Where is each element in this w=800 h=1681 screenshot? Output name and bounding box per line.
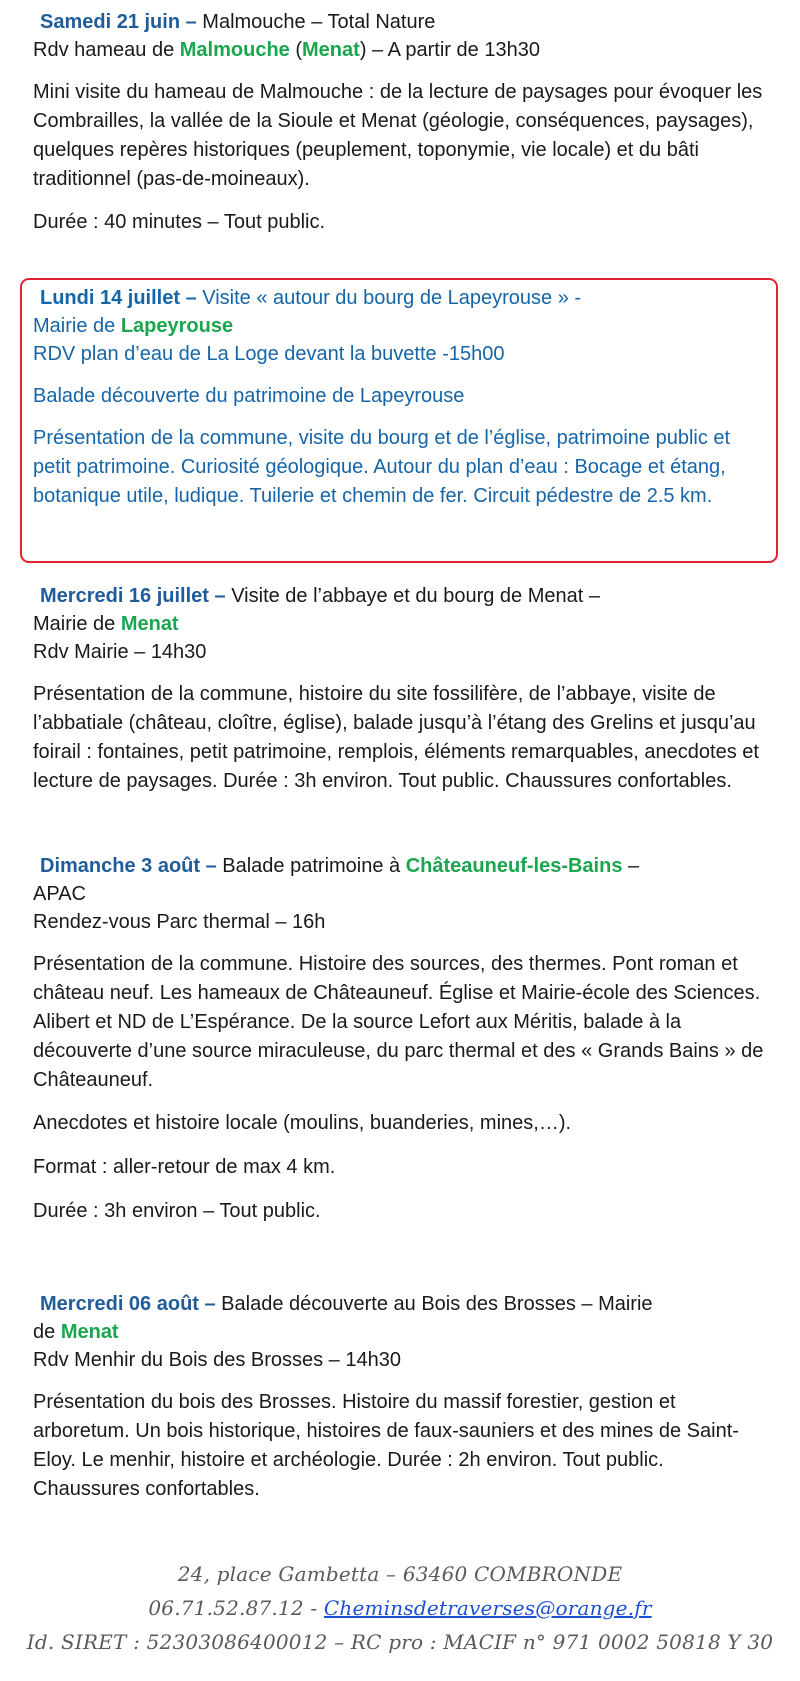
event-subtitle: Balade patrimoine à <box>216 855 406 877</box>
event-date: Lundi 14 juillet – <box>40 287 197 309</box>
event-subtitle: Visite de l’abbaye et du bourg de Menat – <box>225 585 600 607</box>
event-description: Présentation de la commune, visite du bourg et de l’église, patrimoine public et petit patrimoine. Curiosité géologique. Autour du plan d’eau : Bocage et étang, botanique utile, ludique. Tuilerie et chemin de fer. Circuit pédestre de 2.5 km. <box>33 427 731 507</box>
event-rdv: Rendez-vous Parc thermal – 16h <box>33 911 326 933</box>
organizer-prefix: Mairie de <box>33 613 121 635</box>
event-duration: Durée : 40 minutes – Tout public. <box>33 211 326 233</box>
event-date: Mercredi 16 juillet – <box>40 585 226 607</box>
rdv-suffix: ) – A partir de 13h30 <box>359 39 540 61</box>
footer-phone: 06.71.52.87.12 - <box>148 1596 324 1620</box>
rdv-paren: ( <box>289 39 303 61</box>
event-format: Format : aller-retour de max 4 km. <box>33 1156 336 1178</box>
event-rdv: RDV plan d’eau de La Loge devant la buvette -15h00 <box>33 343 505 365</box>
event-anecdotes: Anecdotes et histoire locale (moulins, buanderies, mines,…). <box>33 1112 572 1134</box>
event-dimanche-3-aout <box>33 852 773 1225</box>
event-description: Présentation de la commune. Histoire des sources, des thermes. Pont roman et château neuf. Les hameaux de Châteauneuf. Église et Mairie-école des Sciences. Alibert et ND de L’Espérance. De la source Lefort aux Méritis, balade à la découverte d’une source miraculeuse, du parc thermal et des « Grands Bains » de Châteauneuf. <box>33 953 764 1091</box>
event-heading <box>33 284 773 312</box>
event-subtitle: Visite « autour du bourg de Lapeyrouse » - <box>196 287 582 309</box>
event-subtitle: Malmouche – Total Nature <box>196 11 436 33</box>
event-heading <box>33 1290 773 1318</box>
event-rdv: Rdv Mairie – 14h30 <box>33 641 207 663</box>
place-name: Menat <box>60 1321 119 1343</box>
event-mercredi-16-juillet <box>33 582 773 796</box>
event-heading <box>33 852 773 880</box>
event-heading <box>33 582 773 610</box>
event-rdv <box>33 36 773 64</box>
place-name: Malmouche <box>179 39 290 61</box>
event-subheading: Balade découverte du patrimoine de Lapeyrouse <box>33 385 465 407</box>
event-date: Mercredi 06 août – <box>40 1293 216 1315</box>
event-duration: Durée : 3h environ – Tout public. <box>33 1200 321 1222</box>
footer-address: 24, place Gambetta – 63460 COMBRONDE <box>177 1562 623 1586</box>
place-name: Lapeyrouse <box>120 315 234 337</box>
event-organizer: APAC <box>33 883 86 905</box>
event-samedi-21-juin <box>33 8 773 236</box>
event-date: Dimanche 3 août – <box>40 855 217 877</box>
event-heading <box>33 8 773 36</box>
rdv-prefix: Rdv hameau de <box>33 39 180 61</box>
footer-contact <box>0 1596 800 1620</box>
event-rdv: Rdv Menhir du Bois des Brosses – 14h30 <box>33 1349 401 1371</box>
event-date: Samedi 21 juin – <box>40 11 197 33</box>
event-organizer <box>33 1318 773 1346</box>
event-description: Présentation du bois des Brosses. Histoire du massif forestier, gestion et arboretum. Un bois historique, histoires de faux-sauniers et des mines de Saint-Eloy. Le menhir, histoire et archéologie. Durée : 2h environ. Tout public. Chaussures confortables. <box>33 1391 739 1500</box>
event-description: Mini visite du hameau de Malmouche : de la lecture de paysages pour évoquer les Combrailles, la vallée de la Sioule et Menat (géologie, conséquences, paysages), quelques repères historiques (peuplement, toponymie, vie locale) et du bâti traditionnel (pas-de-moineaux). <box>33 81 763 190</box>
place-name: Châteauneuf-les-Bains <box>405 855 623 877</box>
organizer-prefix: de <box>33 1321 61 1343</box>
footer-email-link[interactable]: Cheminsdetraverses@orange.fr <box>323 1596 652 1620</box>
footer-siret: Id. SIRET : 52303086400012 – RC pro : MACIF n° 971 0002 50818 Y 30 <box>26 1630 774 1654</box>
place-name: Menat <box>120 613 179 635</box>
event-organizer <box>33 312 773 340</box>
event-description: Présentation de la commune, histoire du site fossilifère, de l’abbaye, visite de l’abbatiale (château, cloître, église), balade jusqu’à l’étang des Grelins et jusqu’au foirail : fontaines, petit patrimoine, remplois, éléments remarquables, anecdotes et lecture de paysages. Durée : 3h environ. Tout public. Chaussures confortables. <box>33 683 759 792</box>
event-subtitle: Balade découverte au Bois des Brosses – Mairie <box>215 1293 653 1315</box>
event-mercredi-06-aout <box>33 1290 773 1504</box>
event-organizer <box>33 610 773 638</box>
organizer-prefix: Mairie de <box>33 315 121 337</box>
event-lundi-14-juillet <box>33 284 773 511</box>
subtitle-suffix: – <box>622 855 640 877</box>
place-name: Menat <box>302 39 360 61</box>
